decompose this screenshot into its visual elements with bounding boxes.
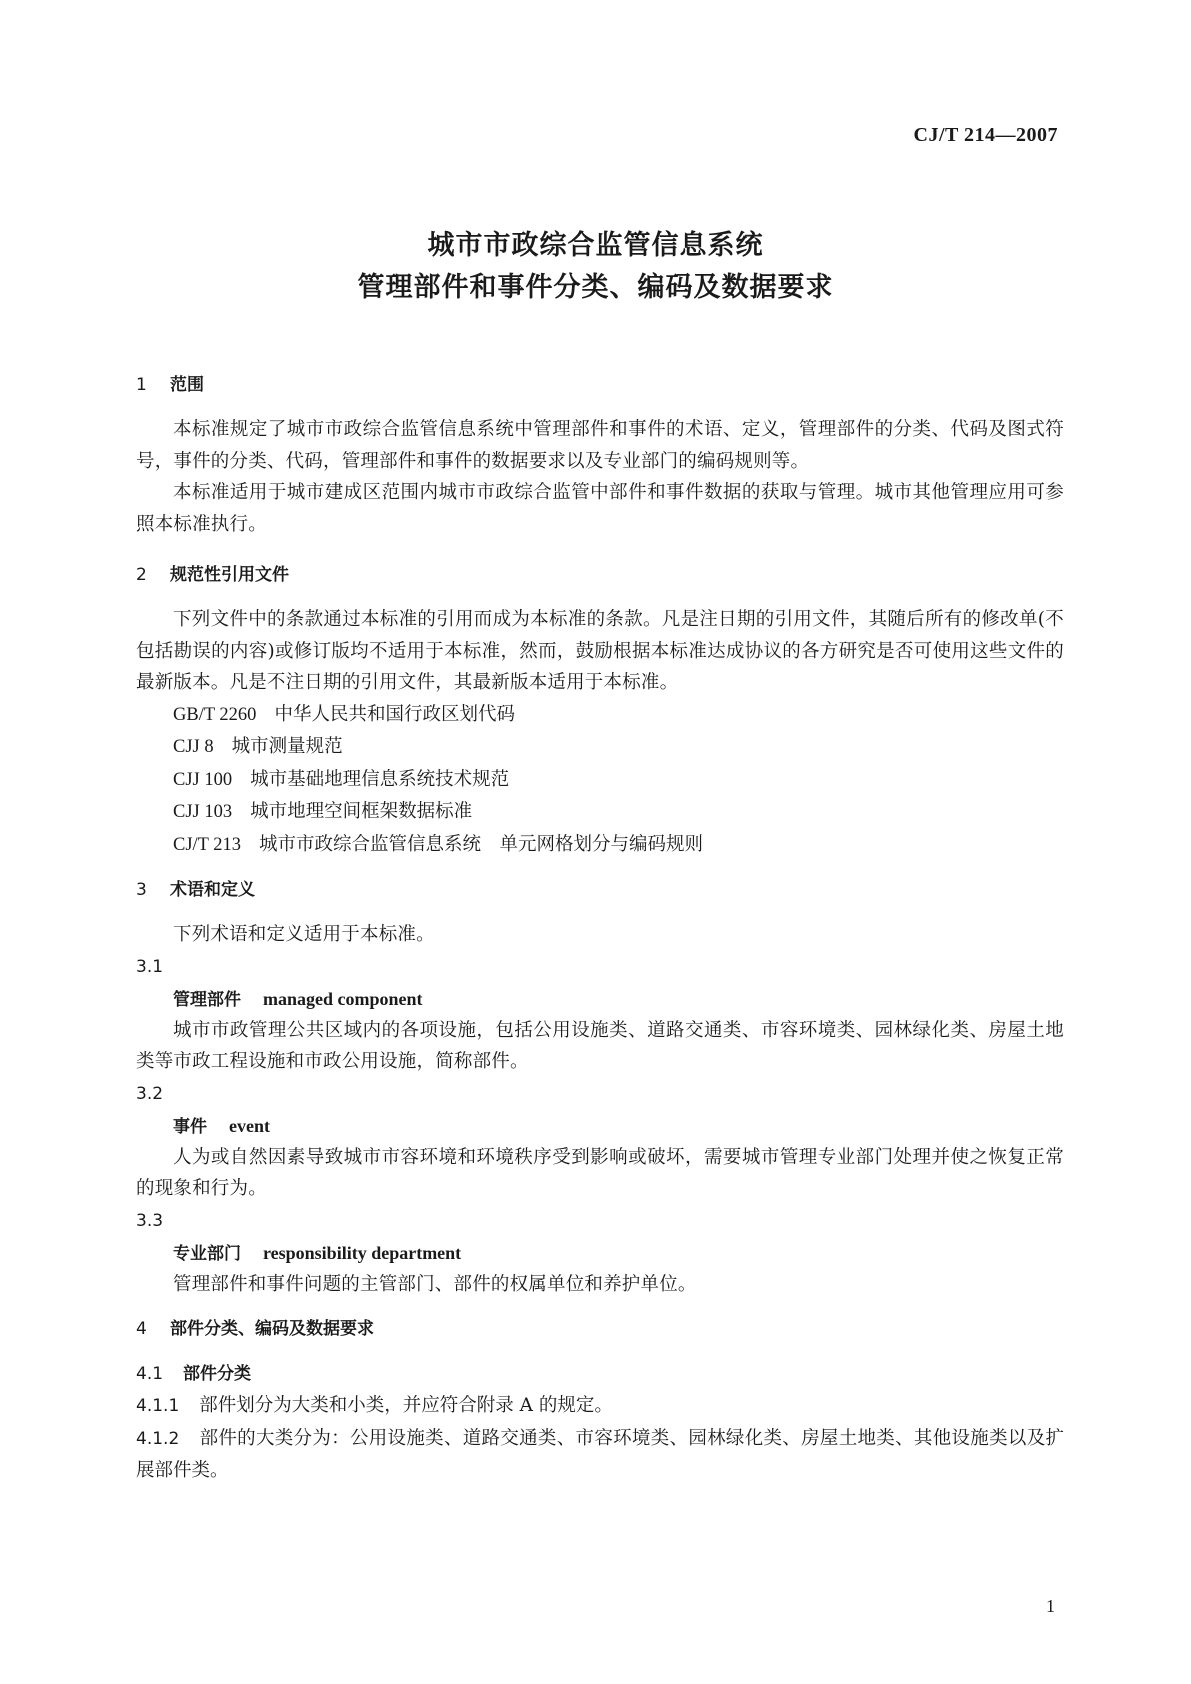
- paragraph: 本标准规定了城市市政综合监管信息系统中管理部件和事件的术语、定义，管理部件的分类、代码及图式符号，事件的分类、代码，管理部件和事件的数据要求以及专业部门的编码规则等。: [136, 419, 1064, 472]
- clause-number: 4.1.1: [136, 1396, 180, 1416]
- term-number: 3.2: [136, 1083, 164, 1104]
- clause-text: 部件划分为大类和小类，并应符合附录 A 的规定。: [199, 1395, 613, 1416]
- reference-item: [136, 829, 1064, 862]
- term-heading: [136, 1237, 1064, 1269]
- paragraph: 本标准适用于城市建成区范围内城市市政综合监管中部件和事件数据的获取与管理。城市其他管理应用可参照本标准执行。: [136, 482, 1064, 535]
- section-title: 术语和定义: [170, 880, 255, 900]
- section-number: 3: [136, 880, 147, 900]
- page-number: 1: [1046, 1596, 1055, 1616]
- clause-number: 4.1.2: [136, 1428, 180, 1449]
- title-line-2: 管理部件和事件分类、编码及数据要求: [357, 272, 834, 303]
- subsection-title: 部件分类: [183, 1364, 251, 1384]
- subsection-heading: [136, 1358, 1064, 1390]
- section-title: 规范性引用文件: [170, 565, 289, 585]
- reference-item: [136, 764, 1064, 797]
- paragraph: 下列文件中的条款通过本标准的引用而成为本标准的条款。凡是注日期的引用文件，其随后所有的修改单(不包括勘误的内容)或修订版均不适用于本标准，然而，鼓励根据本标准达成协议的各方研究是否可使用这些文件的最新版本。凡是不注日期的引用文件，其最新版本适用于本标准。: [136, 609, 1064, 693]
- term-definition: 管理部件和事件问题的主管部门、部件的权属单位和养护单位。: [173, 1273, 697, 1295]
- title-line-1: 城市市政综合监管信息系统: [427, 230, 764, 261]
- section-title: 范围: [170, 375, 204, 395]
- clause-text: 部件的大类分为：公用设施类、道路交通类、市容环境类、园林绿化类、房屋土地类、其他设施类以及扩展部件类。: [136, 1427, 1064, 1481]
- reference-code: CJJ 8: [173, 737, 214, 757]
- document-body: [136, 370, 1064, 1487]
- reference-item: [136, 796, 1064, 829]
- term-zh: 事件: [173, 1116, 207, 1137]
- reference-title: 中华人民共和国行政区划代码: [274, 703, 515, 725]
- reference-title: 城市基础地理信息系统技术规范: [250, 768, 510, 790]
- reference-item: [136, 731, 1064, 764]
- term-en: responsibility department: [263, 1242, 462, 1263]
- section-number: 4: [136, 1319, 147, 1339]
- reference-code: GB/T 2260: [173, 704, 257, 725]
- standard-code: CJ/T 214—2007: [913, 124, 1058, 146]
- term-zh: 专业部门: [173, 1243, 241, 1264]
- reference-title: 城市市政综合监管信息系统 单元网格划分与编码规则: [259, 833, 704, 855]
- term-definition: 人为或自然因素导致城市市容环境和环境秩序受到影响或破坏，需要城市管理专业部门处理并使之恢复正常的现象和行为。: [136, 1146, 1064, 1199]
- reference-code: CJJ 103: [173, 802, 233, 822]
- paragraph: 下列术语和定义适用于本标准。: [173, 924, 435, 945]
- document-title: [0, 225, 1191, 309]
- term-number: 3.3: [136, 1210, 164, 1231]
- reference-code: CJJ 100: [173, 769, 233, 790]
- reference-code: CJ/T 213: [173, 834, 242, 855]
- section-number: 2: [136, 565, 147, 585]
- term-en: event: [229, 1115, 270, 1136]
- section-title: 部件分类、编码及数据要求: [170, 1319, 374, 1339]
- section-number: 1: [136, 375, 147, 395]
- reference-title: 城市测量规范: [231, 736, 343, 757]
- term-en: managed component: [263, 988, 423, 1009]
- clause: [136, 1390, 1064, 1423]
- reference-item: [136, 699, 1064, 732]
- reference-title: 城市地理空间框架数据标准: [250, 801, 473, 822]
- term-heading: [136, 1110, 1064, 1142]
- term-heading: [136, 983, 1064, 1015]
- section-heading-normative-references: [136, 560, 1064, 590]
- clause: [136, 1423, 1064, 1487]
- section-heading-component-classification: [136, 1314, 1064, 1344]
- term-zh: 管理部件: [173, 989, 241, 1010]
- section-heading-terms: [136, 875, 1064, 905]
- term-definition: 城市市政管理公共区域内的各项设施，包括公用设施类、道路交通类、市容环境类、园林绿化类、房屋土地类等市政工程设施和市政公用设施，简称部件。: [136, 1019, 1064, 1072]
- subsection-number: 4.1: [136, 1364, 164, 1384]
- section-heading-scope: [136, 370, 1064, 400]
- term-number: 3.1: [136, 956, 164, 977]
